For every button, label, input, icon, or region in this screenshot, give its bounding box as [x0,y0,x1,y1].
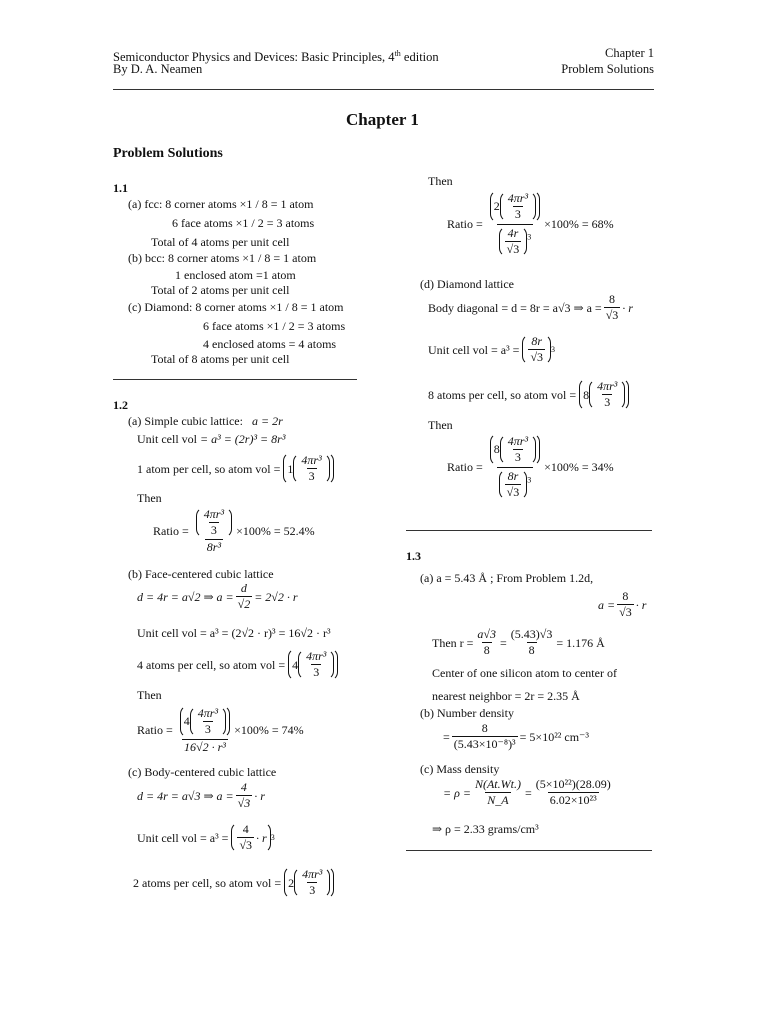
p13-b-label: (b) Number density [420,706,514,720]
p12-c-label: (c) Body-centered cubic lattice [128,765,277,779]
book-title: Semiconductor Physics and Devices: Basic Principles, 4th edition [113,49,439,65]
p12-b-then: Then [137,688,162,702]
p11-c-line1: (c) Diamond: 8 corner atoms ×1 / 8 = 1 atom [128,300,344,314]
p11-a-total: Total of 4 atoms per unit cell [151,235,290,249]
p11-b-total: Total of 2 atoms per unit cell [151,283,290,297]
p12-c-ratio: Ratio = 2 $\frac{\text{4πr³}}{3}$ $\frac{4r}{√3}$ $^3$ ×100% = 68% [447,191,614,256]
p12-a-then: Then [137,491,162,505]
p11-c-line3: 4 enclosed atoms = 4 atoms [203,337,337,351]
p12-divider [406,530,652,531]
problem-solutions-heading: Problem Solutions [113,146,223,161]
p13-divider [406,850,652,851]
p13-b-eq: = $\frac{8}{\text{(5.43×10⁻⁸)³}}$ = 5×10²² cm⁻³ [443,721,589,751]
p12-a-atom-vol: 1 atom per cell, so atom vol = 1 $\frac{\text{4πr³}}{3}$ [137,452,334,485]
p12-a-unit-cell-vol: Unit cell vol = a³ = (2r)³ = 8r³ [137,432,286,446]
p13-center-line1: Center of one silicon atom to center of [432,666,617,680]
p11-a-line1: (a) fcc: 8 corner atoms ×1 / 8 = 1 atom [128,197,314,211]
p11-divider [113,379,357,380]
p12-b-diagonal: d = 4r = a√2 ⇒ a = $\frac{d}{√2}$ = 2√2 · r [137,581,298,611]
p12-d-atom-vol: 8 atoms per cell, so atom vol = 8 $\frac{\text{4πr³}}{3}$ [428,378,629,411]
author: By D. A. Neamen [113,62,203,76]
p12-c-then: Then [428,174,453,188]
p11-c-total: Total of 8 atoms per unit cell [151,352,290,366]
p13-a-eq: a = $\frac{8}{√3}$ · r [598,589,647,619]
p12-d-unit-cell-vol: Unit cell vol = a³ = $\frac{8r}{√3}$ 3 [428,334,556,364]
p13-r-eq: Then r = $\frac{a√3}{8}$ = $\frac{(5.43)√3}{8}$ = 1.176 Å [432,627,605,657]
p13-c-label: (c) Mass density [420,762,500,776]
p12-c-atom-vol: 2 atoms per cell, so atom vol = 2 $\frac{\text{4πr³}}{3}$ [133,866,334,899]
problem-1-3-number: 1.3 [406,549,421,563]
problem-1-1-number: 1.1 [113,181,128,195]
p13-center-line2: nearest neighbor = 2r = 2.35 Å [432,689,580,703]
p12-d-label: (d) Diamond lattice [420,277,514,291]
p12-b-ratio: Ratio = 4 $\frac{\text{4πr³}}{3}$ 16√2 · r³ ×100% = 74% [137,706,304,754]
p12-a-label: (a) Simple cubic lattice: a = 2r [128,414,283,428]
p12-c-unit-cell-vol: Unit cell vol = a³ = $\frac{4}{√3}$ · r 3 [137,822,275,852]
p12-b-atom-vol: 4 atoms per cell, so atom vol = 4 $\frac{\text{4πr³}}{3}$ [137,648,338,681]
p12-b-unit-cell-vol: Unit cell vol = a³ = (2√2 · r)³ = 16√2 · r³ [137,626,331,640]
p12-b-label: (b) Face-centered cubic lattice [128,567,274,581]
p12-d-then: Then [428,418,453,432]
header-divider [113,89,654,90]
p13-c-result: ⇒ ρ = 2.33 grams/cm³ [432,822,539,836]
header-section: Problem Solutions [561,62,654,76]
header-chapter: Chapter 1 [605,46,654,60]
problem-1-2-number: 1.2 [113,398,128,412]
p13-c-eq: = ρ = $\frac{N(At.Wt.)}{N\_A}$ = $\frac{\text{(5×10²²)(28.09)}}{\text{6.02×10²³}}$ [443,777,611,807]
p11-b-line2: 1 enclosed atom =1 atom [175,268,296,282]
chapter-title: Chapter 1 [346,110,419,129]
p12-c-diagonal: d = 4r = a√3 ⇒ a = $\frac{4}{√3}$ · r [137,780,265,810]
p12-a-ratio: Ratio = $\frac{\frac{\text{4πr³}}{3}}{\text{8r³}}$ ×100% = 52.4% [153,507,315,554]
p11-a-line2: 6 face atoms ×1 / 2 = 3 atoms [172,216,315,230]
p12-d-diagonal: Body diagonal = d = 8r = a√3 ⇒ a = $\frac{8}{√3}$ · r [428,292,633,322]
p13-a-line: (a) a = 5.43 Å ; From Problem 1.2d, [420,571,594,585]
p11-b-line1: (b) bcc: 8 corner atoms ×1 / 8 = 1 atom [128,251,317,265]
p11-c-line2: 6 face atoms ×1 / 2 = 3 atoms [203,319,346,333]
p12-d-ratio: Ratio = 8 $\frac{\text{4πr³}}{3}$ $\frac{8r}{√3}$ $^3$ ×100% = 34% [447,434,614,499]
